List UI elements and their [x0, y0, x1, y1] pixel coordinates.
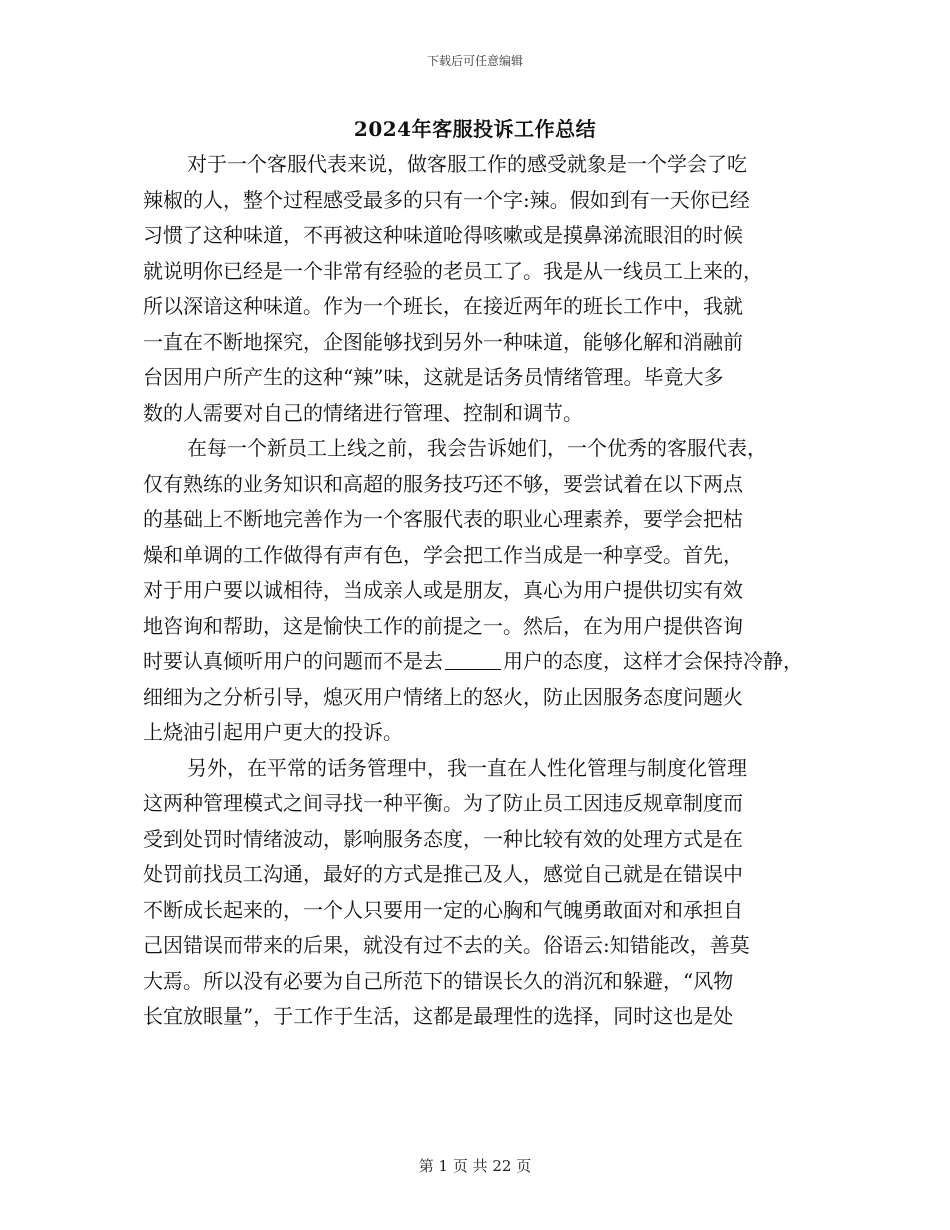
paragraph-2-line: 对于用户要以诚相待，当成亲人或是朋友，真心为用户提供切实有效 [143, 578, 743, 602]
paragraph-3-line: 受到处罚时情绪波动，影响服务态度，一种比较有效的处理方式是在 [143, 826, 743, 851]
paragraph-2-blank-line [143, 644, 813, 680]
blank-line-after: 用户的态度，这样才会保持冷静， [503, 649, 803, 673]
page-number: 第 1 页 共 22 页 [418, 1157, 532, 1175]
paragraph-1-line: 数的人需要对自己的情绪进行管理、控制和调节。 [143, 400, 583, 425]
paragraph-2-line: 在每一个新员工上线之前，我会告诉她们，一个优秀的客服代表， [187, 436, 767, 460]
paragraph-2-line: 细细为之分析引导，熄灭用户情绪上的怒火，防止因服务态度问题火 [143, 684, 743, 709]
paragraph-1-line: 习惯了这种味道，不再被这种味道呛得咳嗽或是摸鼻涕流眼泪的时候 [143, 223, 743, 247]
paragraph-2-line: 上烧油引起用户更大的投诉。 [143, 720, 403, 744]
paragraph-1-line: 一直在不断地探究，企图能够找到另外一种味道，能够化解和消融前 [143, 329, 743, 354]
paragraph-3-line: 这两种管理模式之间寻找一种平衡。为了防止员工因违反规章制度而 [143, 791, 743, 815]
fill-in-blank [445, 647, 501, 670]
paragraph-3-line: 不断成长起来的，一个人只要用一定的心胸和气魄勇敢面对和承担自 [143, 897, 743, 922]
document-body [143, 147, 813, 1035]
paragraph-3-line: 长宜放眼量”，于工作于生活，这都是最理性的选择，同时这也是处 [143, 1004, 734, 1028]
blank-line-before: 时要认真倾听用户的问题而不是去 [143, 649, 443, 673]
paragraph-1-line: 所以深谙这种味道。作为一个班长，在接近两年的班长工作中，我就 [143, 294, 743, 318]
paragraph-2-line: 燥和单调的工作做得有声有色，学会把工作当成是一种享受。首先， [143, 542, 743, 567]
paragraph-3-line: 另外，在平常的话务管理中，我一直在人性化管理与制度化管理 [187, 755, 747, 780]
paragraph-3-line: 己因错误而带来的后果，就没有过不去的关。俗语云:知错能改，善莫 [143, 933, 750, 957]
paragraph-3-line: 大焉。所以没有必要为自己所范下的错误长久的消沉和躲避，“风物 [143, 968, 734, 993]
paragraph-2-line: 地咨询和帮助，这是愉快工作的前提之一。然后，在为用户提供咨询 [143, 613, 743, 638]
paragraph-1-line: 对于一个客服代表来说，做客服工作的感受就象是一个学会了吃 [187, 152, 747, 176]
download-note: 下载后可任意编辑 [426, 54, 523, 68]
paragraph-2-line: 的基础上不断地完善作为一个客服代表的职业心理素养，要学会把枯 [143, 507, 743, 531]
paragraph-2-line: 仅有熟练的业务知识和高超的服务技巧还不够，要尝试着在以下两点 [143, 471, 743, 496]
document-title: 2024年客服投诉工作总结 [353, 117, 597, 141]
paragraph-1-line: 台因用户所产生的这种“辣”味，这就是话务员情绪管理。毕竟大多 [143, 365, 724, 389]
paragraph-3-line: 处罚前找员工沟通，最好的方式是推己及人，感觉自己就是在错误中 [143, 862, 743, 886]
paragraph-1-line: 辣椒的人，整个过程感受最多的只有一个字:辣。假如到有一天你已经 [143, 187, 750, 212]
paragraph-1-line: 就说明你已经是一个非常有经验的老员工了。我是从一线员工上来的， [143, 258, 763, 283]
